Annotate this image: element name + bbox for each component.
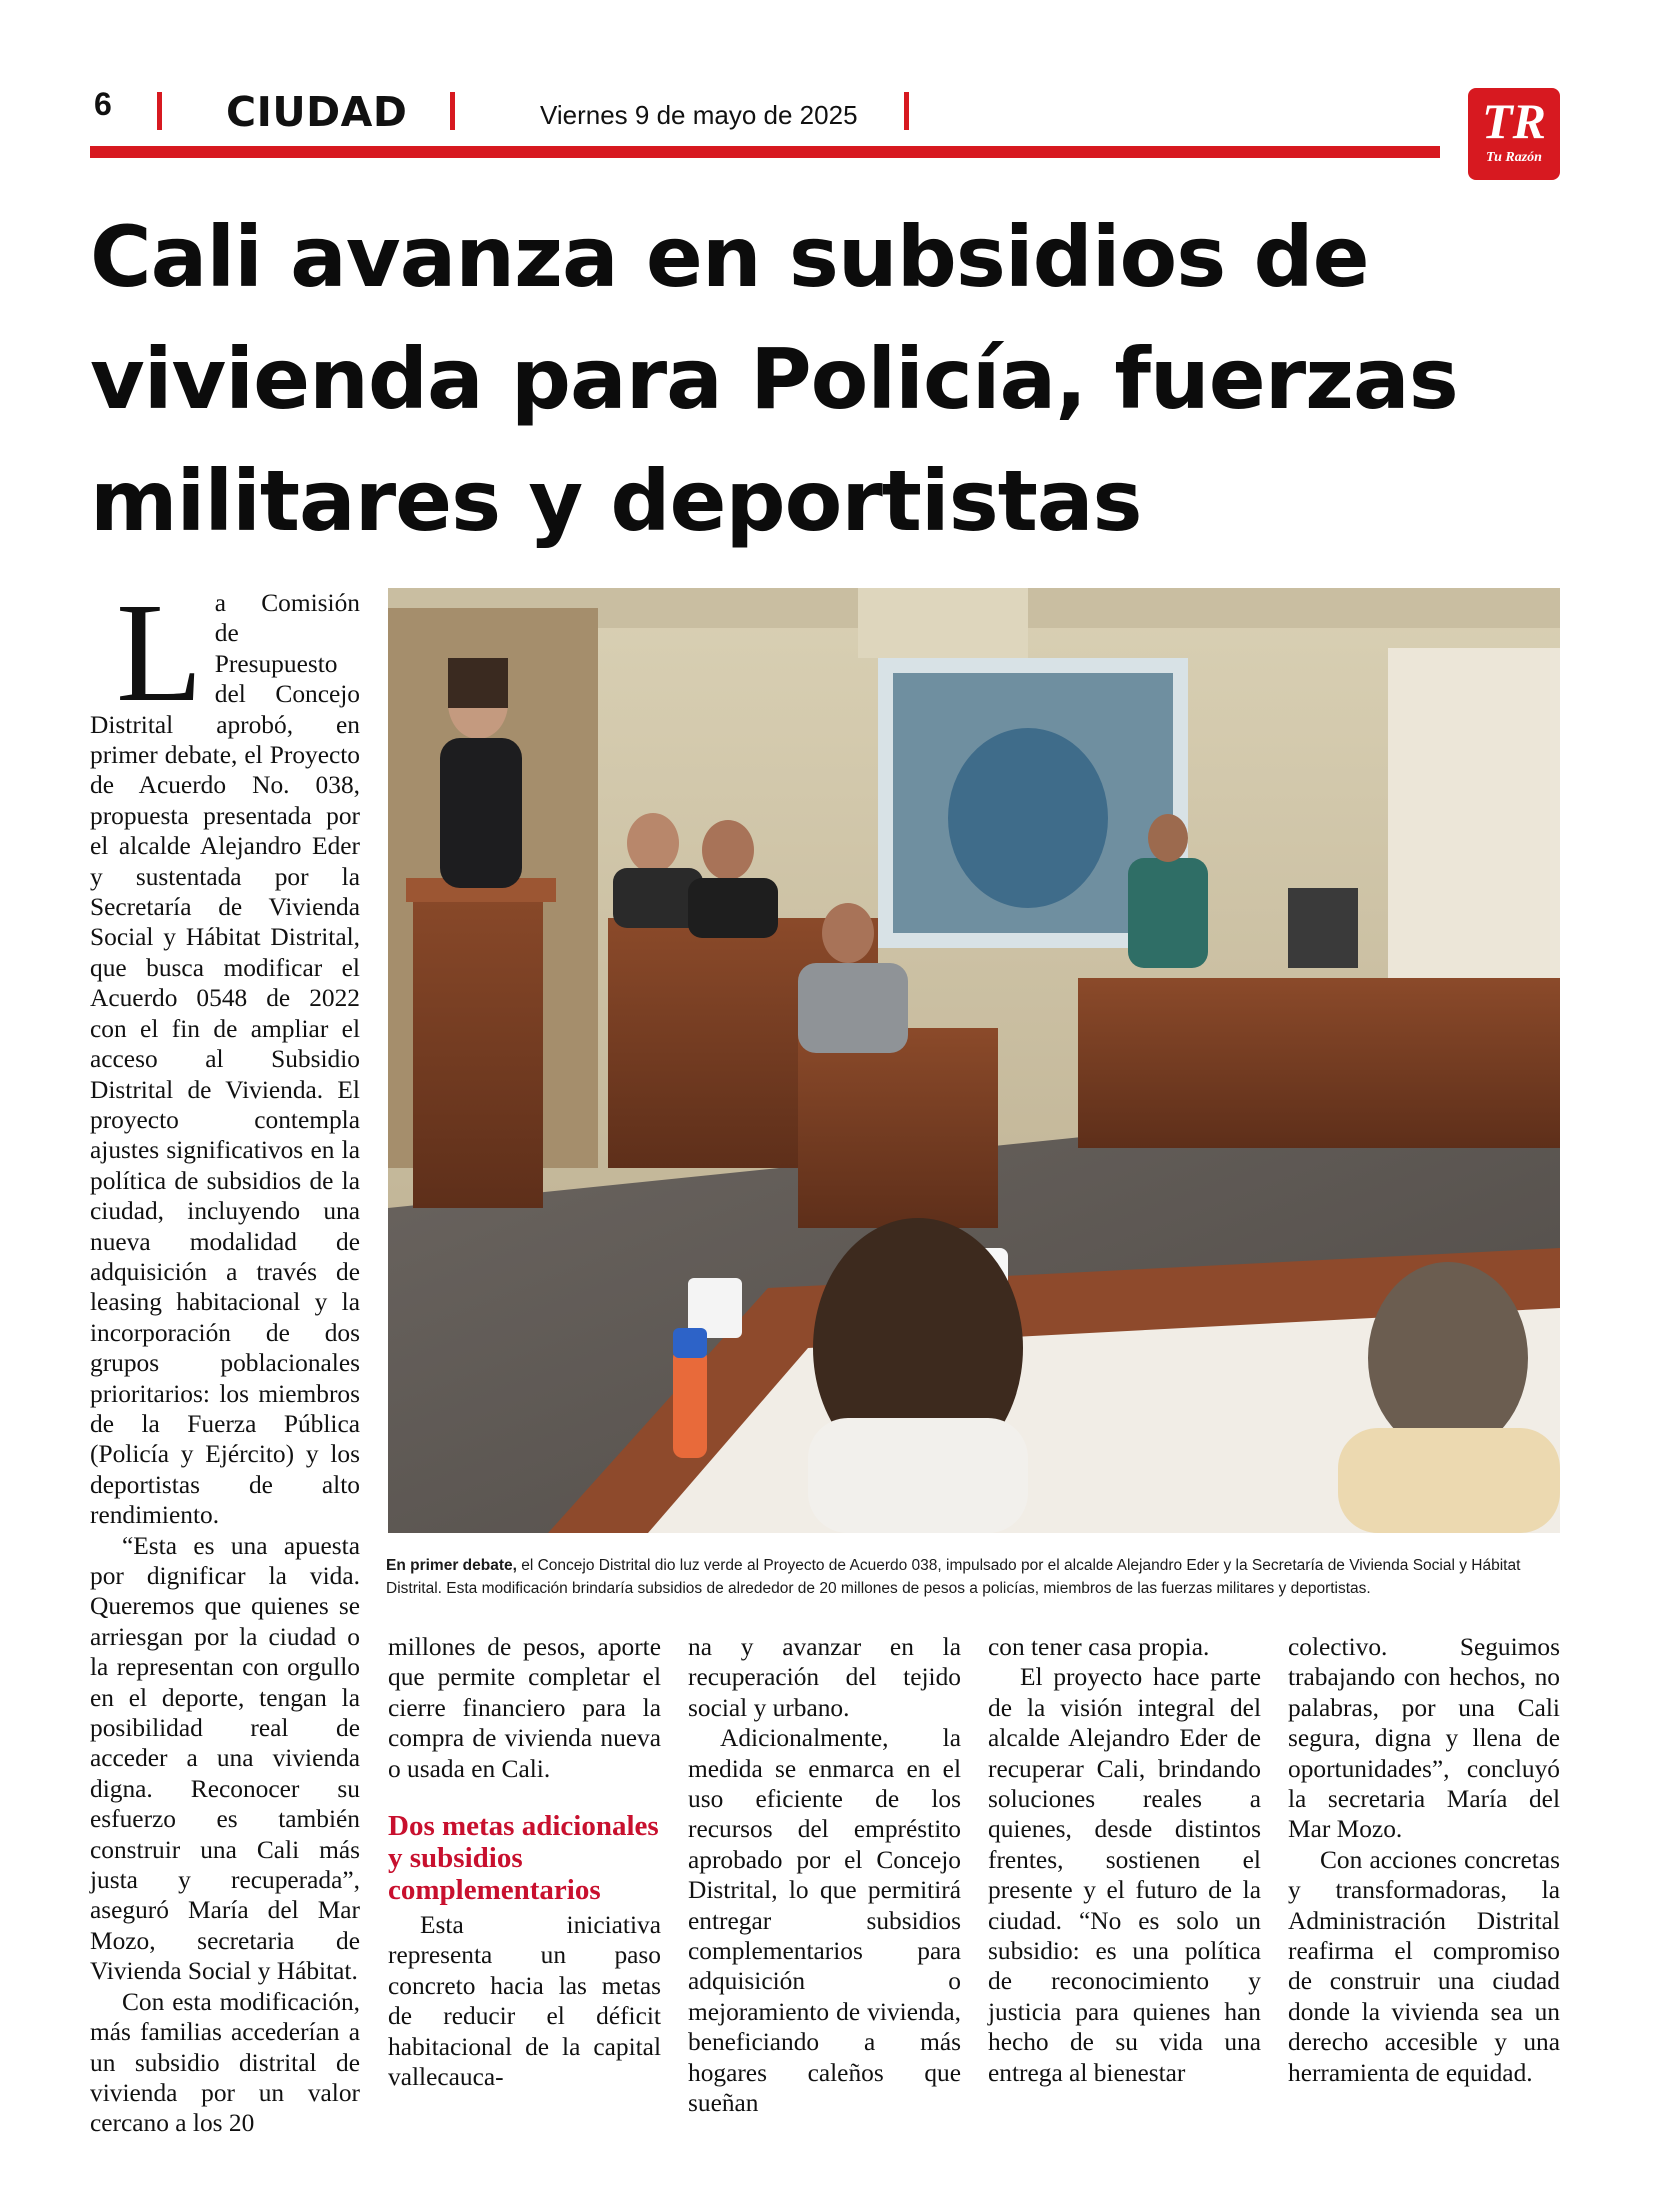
article-column-3 xyxy=(688,1632,961,2119)
paragraph: “Esta es una apuesta por dignificar la vida. Queremos que quienes se arriesgan por la ciudad o la representan con orgullo en el deporte, tengan la posibilidad real de acceder a una vivienda digna. Reconocer su esfuerzo es también construir una Cali más justa y recuperada”, aseguró María del Mar Mozo, secretaria de Vivienda Social y Hábitat. xyxy=(90,1531,360,1986)
issue-date: Viernes 9 de mayo de 2025 xyxy=(540,100,858,130)
article-column-1 xyxy=(90,573,360,2139)
paragraph-text: a Comisión de Presupuesto del Concejo Distrital aprobó, en primer debate, el Proyecto de Acuerdo No. 038, propuesta presentada por el alcalde Alejandro Eder y sustentada por la Secretaría de Vivienda Social y Hábitat Distrital, que busca modificar el Acuerdo 0548 de 2022 con el fin de ampliar el acceso al Subsidio Distrital de Vivienda. El proyecto contempla ajustes significativos en la política de subsidios de la ciudad, incluyendo una nueva modalidad de adquisición a través de leasing habitacional y la incorporación de dos grupos poblacionales prioritarios: los miembros de la Fuerza Pública (Policía y Ejército) y los deportistas de alto rendimiento. xyxy=(90,589,360,1530)
article-column-4 xyxy=(988,1632,1261,2088)
logo-name: Tu Razón xyxy=(1486,150,1542,165)
header-separator xyxy=(157,92,162,130)
publication-logo xyxy=(1468,88,1560,180)
article-column-5 xyxy=(1288,1632,1560,2088)
header-separator xyxy=(904,92,909,130)
caption-text: el Concejo Distrital dio luz verde al Proyecto de Acuerdo 038, impulsado por el alcalde Alejandro Eder y la Secretaría de Vivienda Social y Hábitat Distrital. Esta modificación brindaría subsidios de alrededor de 20 millones de pesos a policías, miembros de las fuerzas militares y deportistas. xyxy=(386,1557,1521,1597)
paragraph: colectivo. Seguimos trabajando con hechos, no palabras, por una Cali segura, digna y llena de oportunidades”, concluyó la secretaria María del Mar Mozo. xyxy=(1288,1633,1560,1844)
paragraph: Con acciones concretas y transformadoras, la Administración Distrital reafirma el compromiso de construir una ciudad donde la vivienda sea un derecho accesible y una herramienta de equidad. xyxy=(1288,1845,1560,2087)
page-header xyxy=(0,0,1654,190)
article-column-2 xyxy=(388,1632,661,2092)
paragraph: Con esta modificación, más familias accederían a un subsidio distrital de vivienda por un valor cercano a los 20 xyxy=(90,1987,360,2138)
logo-mark: TR xyxy=(1482,93,1546,149)
paragraph: Adicionalmente, la medida se enmarca en el uso eficiente de los recursos del empréstito aprobado por el Concejo Distrital, lo que permitirá entregar subsidios complementarios para adquisición o mejoramiento de vivienda, beneficiando a más hogares caleños que sueñan xyxy=(688,1724,961,2118)
page-number: 6 xyxy=(94,86,112,122)
paragraph: millones de pesos, aporte que permite completar el cierre financiero para la compra de vivienda nueva o usada en Cali. xyxy=(388,1633,661,1783)
section-label: CIUDAD xyxy=(226,88,408,136)
header-rule xyxy=(90,146,1440,158)
paragraph: na y avanzar en la recuperación del tejido social y urbano. xyxy=(688,1633,961,1722)
paragraph: El proyecto hace parte de la visión integral del alcalde Alejandro Eder de recuperar Cali, brindando soluciones reales a quienes, desde distintos frentes, sostienen el presente y el futuro de la ciudad. “No es solo un subsidio: es una política de reconocimiento y justicia para quienes han hecho de su vida una entrega al bienestar xyxy=(988,1663,1261,2087)
paragraph: con tener casa propia. xyxy=(988,1633,1210,1661)
article-headline: Cali avanza en subsidios de vivienda para Policía, fuerzas militares y deportistas xyxy=(90,208,1458,550)
section-subhead: Dos metas adicionales y subsidios complementarios xyxy=(388,1810,659,1907)
caption-lead: En primer debate, xyxy=(386,1557,517,1574)
article-photo xyxy=(388,588,1560,1533)
header-separator xyxy=(450,92,455,130)
council-session-photo xyxy=(388,588,1560,1533)
paragraph xyxy=(90,573,360,1531)
photo-caption xyxy=(386,1554,1566,1600)
paragraph: Esta iniciativa representa un paso concreto hacia las metas de reducir el déficit habitacional de la capital vallecauca- xyxy=(388,1911,661,2092)
drop-cap: L xyxy=(116,573,203,731)
